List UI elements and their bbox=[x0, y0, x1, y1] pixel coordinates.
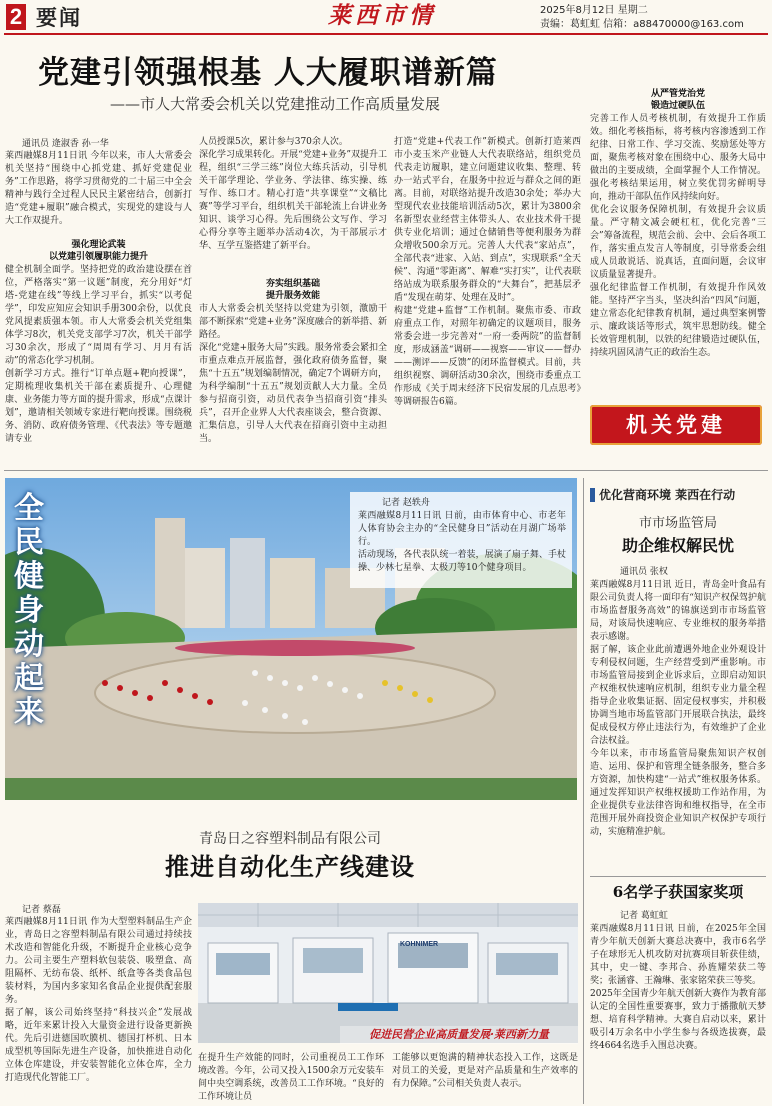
lead-col4-heading2: 锻造过硬队伍 bbox=[650, 101, 705, 111]
vertical-divider bbox=[583, 478, 584, 1104]
consumer-body: 莱西融媒8月11日讯 近日，青岛金叶食品有限公司负责人将一面印有“知识产权保驾护航 市场监督服务高效”的锦旗送到市市场监管局，对该局快速响应、专业维权的服务举措表示感谢。 据了解，该企业此前遭遇外地企业外观设计专利侵权问题，生产经营受到严重影响。市市场监管局接到企业诉求后，立即启动知识产权维权快速响应机制，组织专业力量全程指导企业收集证据、固定侵权事实，并积极协调当地市场监管部门开展联合执法，最终促成侵权方停止违法行为，有效维护了企业合法权益。 今年以来，市市场监管局聚焦知识产权创造、运用、保护和管理全链条服务，整合多方资源，加快构建“一站式”维权服务体系。通过发挥知识产权维权援助工作站作用，为企业提供专业法律咨询和维权指导，在全市范围开展外商投资企业知识产权保护专项行动，实施精准护航。 bbox=[590, 580, 766, 837]
machine-label: KOHNIMER bbox=[400, 941, 439, 948]
lead-byline: 通讯员 逄淑香 孙一华 bbox=[22, 139, 109, 149]
award-byline: 记者 葛虹虹 bbox=[620, 911, 668, 921]
consumer-byline: 通讯员 张权 bbox=[620, 567, 668, 577]
factory-col1: 莱西融媒8月11日讯 作为大型塑料制品生产企业，青岛日之容塑料制品有限公司通过持续技术改造和智能化升级，不断提升企业核心竞争力。公司主要生产塑料软包装袋、吸塑盒、高阻隔杯、无纺布袋、纸杯、纸盒等各类食品包装材料，为国内多家知名食品企业提供配套服务。 据了解，该公司始终坚持“科技兴企”发展战略，近年来累计投入大量资金进行设备更新换代。先后引进德国吹膜机、德国打杯机、日本成型机等国际先进生产设备，加快推进自动化立体仓库建设，并安装智能化立体仓库，全力打造现代化智能工厂。 bbox=[5, 917, 192, 1083]
factory-photo bbox=[198, 903, 578, 1043]
editor-line: 责编：葛虹虹 信箱：a88470000@163.com bbox=[540, 19, 744, 30]
lead-subtitle: ——市人大常委会机关以党建推动工作高质量发展 bbox=[110, 95, 441, 113]
factory-title-main: 推进自动化生产线建设 bbox=[165, 853, 415, 881]
paper-logo: 莱西市情 bbox=[328, 2, 436, 29]
section-name: 要闻 bbox=[36, 6, 82, 30]
lead-col2-heading2: 提升服务效能 bbox=[265, 291, 320, 301]
lead-col3-p1: 打造“党建+代表工作”新模式。创新打造莱西市小麦玉米产业链人大代表联络站，组织党员代表走访履职，建立问题建议收集、整理、转办一站式平台，在服务中拉近与群众之间的距离。目前，对联络站提升改造30余处；举办大型现代农业技能培训活动5次，累计为3800余名新型农业经营主体带头人、农业技术骨干提供专业化培训；通过仓储销售等便利服务为群众增收500余万元。完善人大代表“家站点”，全部代表“进家、入站、到点”，实现联系“全天候”、沟通“零距离”、解难“实打实”，让代表联络站成为联系服务群众的“大舞台”，把基层矛盾“发现在萌芽、处理在及时”。 构建“党建+监督”工作机制。聚焦市委、市政府重点工作，对照年初确定的议题项目，服务常委会进一步完善对“一府一委两院”的监督制度，形成涵盖“调研——视察——审议——督办——测评——反馈”的闭环监督模式。目前，共组织视察、调研活动30余次，围绕市委重点工作形成《关于周末经济下民宿发展的几点思考》等调研报告6篇。 bbox=[394, 137, 581, 407]
award-title: 6名学子获国家奖项 bbox=[612, 883, 744, 901]
photo-caption: 莱西融媒8月11日讯 日前，由市体育中心、市老年人体育协会主办的“全民健身日”活动在月湖广场举行。 活动现场，各代表队统一着装，展演了扇子舞、手杖操、少林七星拳、太极刀等10个健身项目。 bbox=[358, 511, 566, 573]
photo-byline: 记者 赵轶舟 bbox=[382, 498, 430, 508]
lead-col2-p2: 市人大常委会机关坚持以党建为引领，激励干部不断探索“党建+业务”深度融合的新举措、新路径。 深化“党建+服务大局”实践。服务常委会紧扣全市重点难点开展监督，强化政府债务监督，聚焦“十五五”规划编制情况，确定7个调研方向，为科学编制“十五五”规划贡献人大力量。全员参与招商引资，动员代表争当招商引资“排头兵”，召开企业界人大代表座谈会，整合资源、汇集信息，引导人大代表在招商引资中主动担当。 bbox=[199, 304, 387, 444]
kicker-marker bbox=[590, 488, 595, 502]
lead-col4-p1: 完善工作人员考核机制，有效提升工作质效。细化考核指标，将考核内容渗透到工作纪律、日常工作、学习交流、奖励惩处等方面，聚焦考核对象在围绕中心、服务大局中做出的主要成绩，全面掌握个人工作情况。强化考核结果运用，树立奖优罚劣鲜明导向，推动干部队伍作风持续向好。 优化会议服务保障机制，有效提升会议质量。严守精文减会硬杠杠，优化完善“三会”筹备流程，规范会前、会中、会后各项工作，落实重点发言人等制度，引导常委会组成人员敢说话、说真话，直面问题，会议审议质量显著提升。 强化纪律监督工作机制，有效提升作风效能。坚持严字当头，坚决纠治“四风”问题，建立常态化纪律教育机制，通过典型案例警示、廉政谈话等形式，筑牢思想防线。健全长效管理机制，以铁的纪律锻造过硬队伍，持续巩固风清气正的政治生态。 bbox=[590, 114, 766, 358]
factory-banner: 促进民营企业高质量发展·莱西新力量 bbox=[369, 1028, 549, 1041]
award-body: 莱西融媒8月11日讯 日前，在2025年全国青少年航天创新大赛总决赛中，我市6名学子在球形无人机攻防对抗赛项目斩获佳绩，其中，史一键、李邦合、孙旌耀荣获二等奖；张涵睿、王瀚琳、张家铭荣获三等奖。 2025年全国青少年航天创新大赛作为教育部认定的全国性重要赛事，致力于播撒航天梦想、培育科学精神。大赛自启动以来，累计吸引4万余名中小学生参与各级选拔赛，最终4664名选手入围总决赛。 bbox=[590, 924, 766, 1051]
lead-col1-p1: 莱西融媒8月11日讯 今年以来，市人大常委会机关坚持“围绕中心抓党建、抓好党建促业务”工作思路，将学习贯彻党的二十届三中全会精神与践行全过程人民民主紧密结合，创新打造“党建+履职”融合模式，实现党的建设与人大工作双提升。 bbox=[5, 151, 192, 226]
lead-col1-heading2: 以党建引领履职能力提升 bbox=[48, 252, 148, 262]
consumer-title-top: 市市场监管局 bbox=[638, 516, 717, 531]
factory-title-top: 青岛日之容塑料制品有限公司 bbox=[199, 831, 381, 847]
lead-col2-heading1: 夯实组织基础 bbox=[265, 279, 320, 289]
page-number: 2 bbox=[9, 4, 23, 29]
vertical-title: 全民健身动起来 bbox=[14, 491, 44, 730]
consumer-title-main: 助企维权解民忧 bbox=[621, 536, 734, 555]
kicker-text: 优化营商环境 莱西在行动 bbox=[599, 488, 736, 502]
date-line: 2025年8月12日 星期二 bbox=[540, 5, 648, 16]
lead-col1-heading1: 强化理论武装 bbox=[71, 240, 126, 250]
lead-col4-heading1: 从严管党治党 bbox=[650, 89, 705, 99]
section-badge-label: 机关党建 bbox=[626, 412, 726, 437]
award-rule bbox=[590, 876, 766, 877]
lead-headline: 党建引领强根基 人大履职谱新篇 bbox=[38, 55, 498, 91]
factory-col3: 工能够以更饱满的精神状态投入工作，这既是对员工的关爱，更是对产品质量和生产效率的有力保障。”公司相关负责人表示。 bbox=[392, 1053, 578, 1089]
lead-col2-p1: 人员授课5次，累计参与370余人次。 深化学习成果转化。开展“党建+业务”双提升工程，组织“三学三练”岗位大练兵活动，引导机关干部学理论、学业务、学法律、练实操、练写作、练口才。精心打造“共享课堂”“文稿比赛”等学习平台，组织机关干部轮流上台讲业务知识、谈学习心得。先后围绕公文写作、学习心得分享等主题举办活动4次，为干部展示才华、互学互鉴搭建了新平台。 bbox=[199, 137, 387, 251]
factory-byline: 记者 蔡磊 bbox=[22, 905, 61, 915]
factory-col2: 在提升生产效能的同时，公司重视员工工作环境改善。今年，公司又投入1500余万元安装车间中央空调系统，改善员工工作环境。“良好的工作环境让员 bbox=[198, 1053, 384, 1102]
masthead-rule bbox=[4, 33, 768, 35]
section-divider bbox=[4, 470, 768, 471]
lead-col1-p2: 健全机制全面学。坚持把党的政治建设摆在首位，严格落实“第一议题”制度，充分用好“灯塔-党建在线”等线上学习平台，抓实“以考促学”，印发应知应会知识手册300余份，以优良党风提素质强本领。市人大常委会机关党组集体学习8次，机关党支部学习7次，机关干部学习30余次，形成了“周周有学习、月月有活动”的常态化学习机制。 创新学习方式。推行“订单点题+靶向授课”，定期梳理收集机关干部在素质提升、心理健康、业务能力等方面的提升需求，形成“点课计划”，邀请相关领域专家进行靶向授课。围绕税务、消防、政府债务管理、《代表法》等专题邀请专业 bbox=[5, 265, 192, 444]
